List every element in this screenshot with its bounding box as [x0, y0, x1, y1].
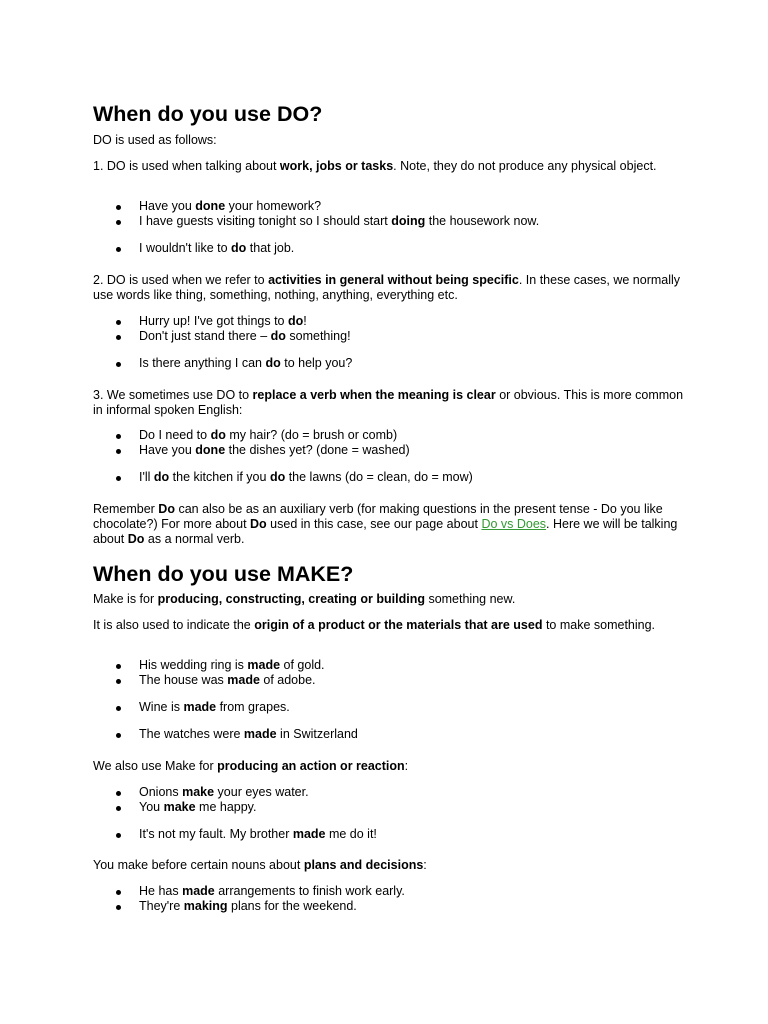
remember-paragraph: Remember Do can also be as an auxiliary verb (for making questions in the present tense - Do you like chocolate?) For more about Do used in this case, see our page about Do vs Does. Here we will be talking about Do as a normal verb.	[93, 502, 678, 546]
list-item: I have guests visiting tonight so I should start doing the housework now.	[93, 214, 688, 229]
do-vs-does-link[interactable]: Do vs Does	[481, 517, 547, 531]
do-rule-3: 3. We sometimes use DO to replace a verb when the meaning is clear or obvious. This is more common in informal spoken English:	[93, 388, 684, 417]
list-item: Do I need to do my hair? (do = brush or comb)	[93, 428, 688, 443]
list-item: His wedding ring is made of gold.	[93, 658, 688, 673]
list-item: The house was made of adobe.	[93, 673, 688, 688]
list-item: You make me happy.	[93, 800, 688, 815]
list-item: I'll do the kitchen if you do the lawns (do = clean, do = mow)	[93, 470, 688, 485]
do-rule-2: 2. DO is used when we refer to activities in general without being specific. In these cases, we normally use words like thing, something, nothing, anything, everything etc.	[93, 273, 681, 302]
list-item: He has made arrangements to finish work early.	[93, 884, 688, 899]
heading-do: When do you use DO?	[93, 102, 323, 126]
list-item: Have you done the dishes yet? (done = washed)	[93, 443, 688, 458]
do-rule-3-examples	[93, 428, 688, 485]
do-rule-1: 1. DO is used when talking about work, jobs or tasks. Note, they do not produce any physical object.	[93, 159, 657, 173]
make-action-examples	[93, 785, 688, 842]
list-item: Have you done your homework?	[93, 199, 688, 214]
list-item: They're making plans for the weekend.	[93, 899, 688, 914]
make-origin: It is also used to indicate the origin of a product or the materials that are used to make something.	[93, 618, 656, 632]
do-intro: DO is used as follows:	[93, 133, 217, 147]
list-item: I wouldn't like to do that job.	[93, 241, 688, 256]
list-item: Don't just stand there – do something!	[93, 329, 688, 344]
make-action: We also use Make for producing an action or reaction:	[93, 759, 409, 773]
list-item: It's not my fault. My brother made me do it!	[93, 827, 688, 842]
list-item: Is there anything I can do to help you?	[93, 356, 688, 371]
make-origin-examples	[93, 658, 688, 742]
do-rule-1-examples	[93, 199, 688, 256]
do-rule-2-examples	[93, 314, 688, 371]
list-item: Wine is made from grapes.	[93, 700, 688, 715]
make-intro: Make is for producing, constructing, creating or building something new.	[93, 592, 516, 606]
list-item: Onions make your eyes water.	[93, 785, 688, 800]
make-plans-examples	[93, 884, 688, 914]
list-item: Hurry up! I've got things to do!	[93, 314, 688, 329]
list-item: The watches were made in Switzerland	[93, 727, 688, 742]
heading-make: When do you use MAKE?	[93, 562, 354, 586]
make-plans: You make before certain nouns about plans and decisions:	[93, 858, 427, 872]
